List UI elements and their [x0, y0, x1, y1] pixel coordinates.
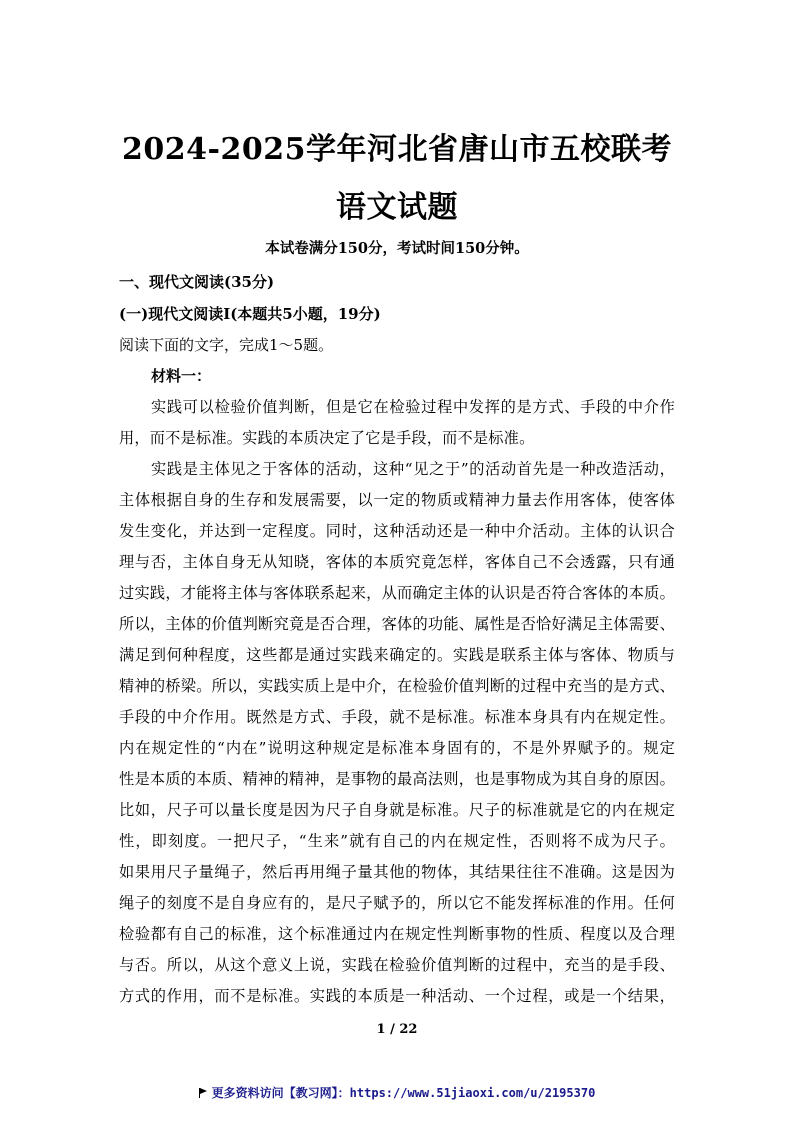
body-line: 满足到何种程度，这些都是通过实践来确定的。实践是联系主体与客体、物质与 [119, 646, 675, 664]
reading-instruction: 阅读下面的文字，完成1～5题。 [119, 336, 334, 354]
exam-title-line2: 语文试题 [336, 190, 458, 225]
body-line: 绳子的刻度不是自身应有的，是尺子赋予的，所以它不能发挥标准的作用。任何 [119, 894, 675, 912]
body-line: 如果用尺子量绳子，然后再用绳子量其他的物体，其结果往往不准确。这是因为 [119, 863, 675, 881]
material-label: 材料一： [151, 367, 212, 385]
body-line: 性是本质的本质、精神的精神，是事物的最高法则，也是事物成为其自身的原因。 [119, 770, 675, 788]
body-line: 与否。所以，从这个意义上说，实践在检验价值判断的过程中，充当的是手段、 [119, 956, 675, 974]
body-line: 用，而不是标准。实践的本质决定了它是手段，而不是标准。 [119, 429, 535, 447]
body-line: 检验都有自己的标准，这个标准通过内在规定性判断事物的性质、程度以及合理 [119, 925, 675, 943]
body-line: 主体根据自身的生存和发展需要，以一定的物质或精神力量去作用客体，使客体 [119, 491, 675, 509]
body-line: 发生变化，并达到一定程度。同时，这种活动还是一种中介活动。主体的认识合 [119, 522, 675, 540]
body-line: 内在规定性的“内在”说明这种规定是标准本身固有的，不是外界赋予的。规定 [119, 739, 675, 757]
exam-intro: 本试卷满分150分，考试时间150分钟。 [265, 240, 529, 257]
body-line: 手段的中介作用。既然是方式、手段，就不是标准。标准本身具有内在规定性。 [119, 708, 675, 726]
body-line: 比如，尺子可以量长度是因为尺子自身就是标准。尺子的标准就是它的内在规定 [119, 801, 675, 819]
flag-icon [199, 1088, 208, 1098]
body-line: 过实践，才能将主体与客体联系起来，从而确定主体的认识是否符合客体的本质。 [119, 584, 675, 602]
footer-link[interactable] [0, 1084, 794, 1101]
section-heading-part1: 一、现代文阅读(35分) [119, 273, 275, 291]
footer-text[interactable]: 更多资料访问【教习网】：https://www.51jiaoxi.com/u/2195370 [211, 1086, 596, 1100]
section-heading-subpart1: (一)现代文阅读Ⅰ(本题共5小题，19分) [119, 305, 381, 323]
body-line: 性，即刻度。一把尺子，“生来”就有自己的内在规定性，否则将不成为尺子。 [119, 832, 675, 850]
exam-title-line1: 2024-2025学年河北省唐山市五校联考 [122, 132, 672, 167]
body-line: 理与否，主体自身无从知晓，客体的本质究竟怎样，客体自己不会透露，只有通 [119, 553, 675, 571]
body-line: 实践是主体见之于客体的活动，这种“见之于”的活动首先是一种改造活动， [151, 460, 675, 478]
page-number: 1 / 22 [376, 1022, 418, 1037]
body-line: 精神的桥梁。所以，实践实质上是中介，在检验价值判断的过程中充当的是方式、 [119, 677, 675, 695]
body-line: 所以，主体的价值判断究竟是否合理，客体的功能、属性是否恰好满足主体需要、 [119, 615, 675, 633]
body-line: 实践可以检验价值判断，但是它在检验过程中发挥的是方式、手段的中介作 [151, 398, 675, 416]
body-line: 方式的作用，而不是标准。实践的本质是一种活动、一个过程，或是一个结果， [119, 987, 675, 1005]
